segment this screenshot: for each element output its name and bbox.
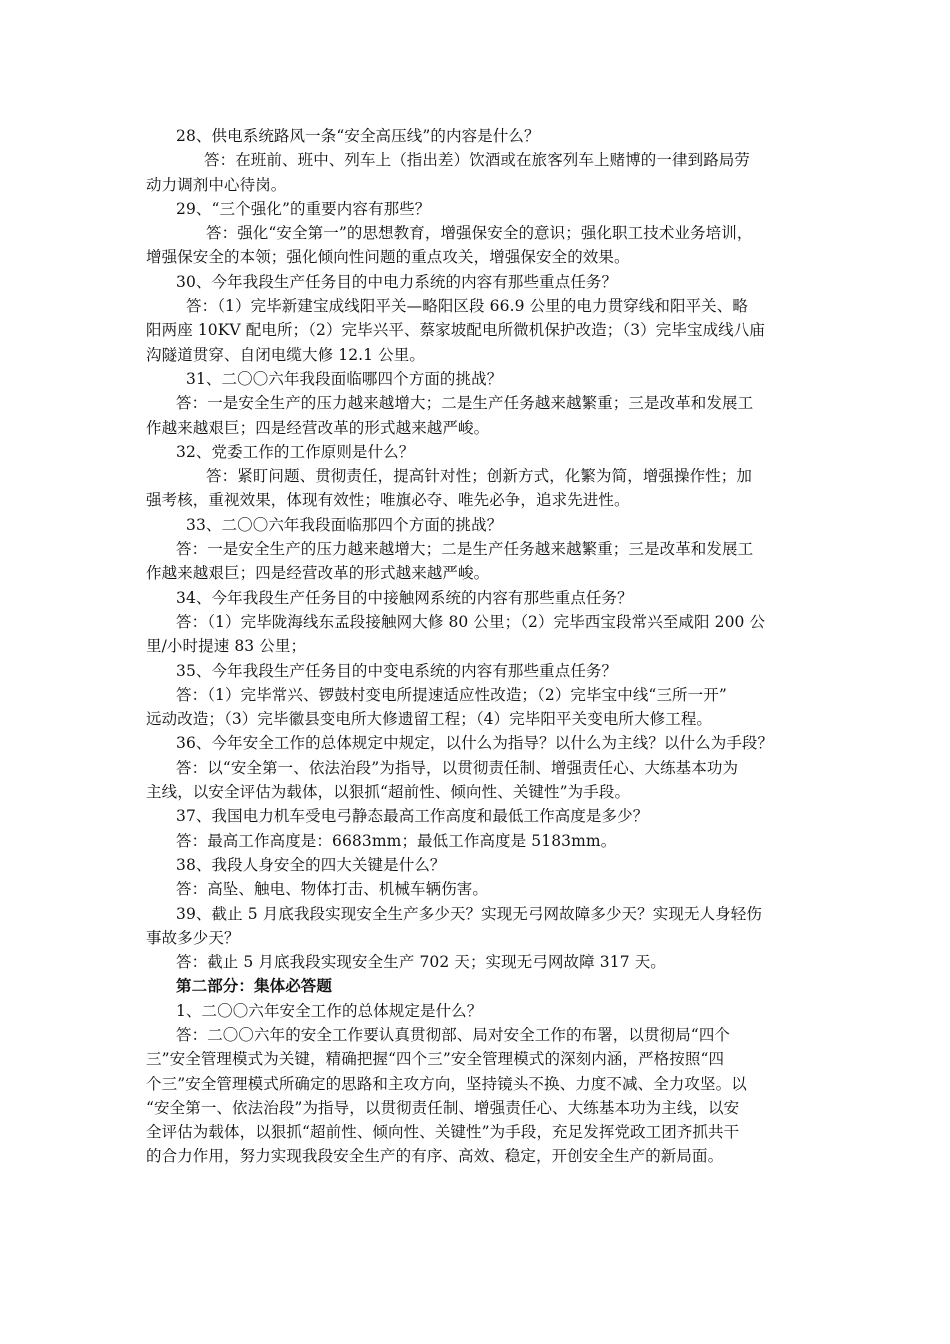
section-heading-part-2: 第二部分：集体必答题 (176, 977, 333, 996)
question-29: 29、“三个强化”的重要内容有那些？ (176, 199, 431, 218)
document-body (146, 124, 822, 1169)
answer-group-1-line-1: 答：二〇〇六年的安全工作要认真贯彻部、局对安全工作的布署，以贯彻局“四个 (176, 1025, 731, 1044)
answer-37: 答：最高工作高度是：6683mm；最低工作高度是 5183mm。 (176, 831, 617, 850)
question-39-line-1: 39、截止 5 月底我段实现安全生产多少天？实现无弓网故障多少天？实现无人身轻伤 (176, 904, 762, 923)
answer-30-line-2: 阳两座 10KV 配电所；（2）完毕兴平、蔡家坡配电所微机保护改造；（3）完毕宝成线八庙 (146, 321, 765, 340)
answer-28-line-1: 答：在班前、班中、列车上（指出差）饮酒或在旅客列车上赌博的一律到路局劳 (204, 151, 751, 170)
question-35: 35、今年我段生产任务目的中变电系统的内容有那些重点任务？ (176, 661, 618, 680)
question-39-line-2: 事故多少天？ (146, 928, 240, 947)
question-37: 37、我国电力机车受电弓静态最高工作高度和最低工作高度是多少？ (176, 807, 649, 826)
answer-36-line-2: 主线，以安全评估为载体，以狠抓“超前性、倾向性、关键性”为手段。 (146, 783, 631, 802)
answer-30-line-3: 沟隧道贯穿、自闭电缆大修 12.1 公里。 (146, 345, 425, 364)
question-31: 31、二〇〇六年我段面临哪四个方面的挑战？ (186, 369, 503, 388)
question-38: 38、我段人身安全的四大关键是什么？ (176, 855, 446, 874)
answer-35-line-1: 答：（1）完毕常兴、锣鼓村变电所提速适应性改造；（2）完毕宝中线“三所一开” (176, 685, 727, 704)
answer-38: 答：高坠、触电、物体打击、机械车辆伤害。 (176, 880, 489, 899)
answer-group-1-line-5: 全评估为载体，以狠抓“超前性、倾向性、关键性”为手段，充足发挥党政工团齐抓共干 (146, 1123, 740, 1142)
answer-35-line-2: 远动改造；（3）完毕徽县变电所大修遗留工程；（4）完毕阳平关变电所大修工程。 (146, 710, 713, 729)
answer-32-line-2: 强考核，重视效果，体现有效性；唯旗必夺、唯先必争，追求先进性。 (146, 491, 630, 510)
answer-28-line-2: 动力调剂中心待岗。 (146, 175, 287, 194)
answer-group-1-line-6: 的合力作用，努力实现我段安全生产的有序、高效、稳定，开创安全生产的新局面。 (146, 1147, 724, 1166)
answer-36-line-1: 答：以“安全第一、依法治段”为指导，以贯彻责任制、增强责任心、大练基本功为 (176, 758, 739, 777)
answer-30-line-1: 答：（1）完毕新建宝成线阳平关—略阳区段 66.9 公里的电力贯穿线和阳平关、略 (186, 297, 748, 316)
answer-33-line-2: 作越来越艰巨；四是经营改革的形式越来越严峻。 (146, 564, 490, 583)
answer-31-line-2: 作越来越艰巨；四是经营改革的形式越来越严峻。 (146, 418, 490, 437)
answer-34-line-1: 答：（1）完毕陇海线东孟段接触网大修 80 公里；（2）完毕西宝段常兴至咸阳 200 公 (176, 612, 766, 631)
answer-group-1-line-4: “安全第一、依法治段”为指导，以贯彻责任制、增强责任心、大练基本功为主线，以安 (146, 1098, 740, 1117)
answer-32-line-1: 答：紧盯问题、贯彻责任，提高针对性；创新方式，化繁为简，增强操作性；加 (206, 467, 753, 486)
answer-29-line-1: 答：强化“安全第一”的思想教育，增强保安全的意识；强化职工技术业务培训， (206, 224, 753, 243)
question-group-1: 1、二〇〇六年安全工作的总体规定是什么？ (176, 1001, 483, 1020)
answer-31-line-1: 答：一是安全生产的压力越来越增大；二是生产任务越来越繁重；三是改革和发展工 (176, 394, 754, 413)
answer-34-line-2: 里/小时提速 83 公里； (146, 637, 307, 656)
question-30: 30、今年我段生产任务目的中电力系统的内容有那些重点任务？ (176, 272, 618, 291)
answer-group-1-line-2: 三”安全管理模式为关键，精确把握“四个三”安全管理模式的深刻内涵，严格按照“四 (146, 1050, 725, 1069)
question-36: 36、今年安全工作的总体规定中规定，以什么为指导？以什么为主线？以什么为手段？ (176, 734, 774, 753)
question-28: 28、供电系统路风一条“安全高压线”的内容是什么？ (176, 127, 540, 145)
question-32: 32、党委工作的工作原则是什么？ (176, 442, 415, 461)
question-34: 34、今年我段生产任务目的中接触网系统的内容有那些重点任务？ (176, 588, 633, 607)
answer-group-1-line-3: 个三”安全管理模式所确定的思路和主攻方向，坚持镜头不换、力度不减、全力攻坚。以 (146, 1074, 747, 1093)
answer-39: 答：截止 5 月底我段实现安全生产 702 天；实现无弓网故障 317 天。 (176, 953, 666, 972)
answer-29-line-2: 增强保安全的本领；强化倾向性问题的重点攻关，增强保安全的效果。 (146, 248, 630, 267)
question-33: 33、二〇〇六年我段面临那四个方面的挑战？ (186, 515, 503, 534)
answer-33-line-1: 答：一是安全生产的压力越来越增大；二是生产任务越来越繁重；三是改革和发展工 (176, 540, 754, 559)
